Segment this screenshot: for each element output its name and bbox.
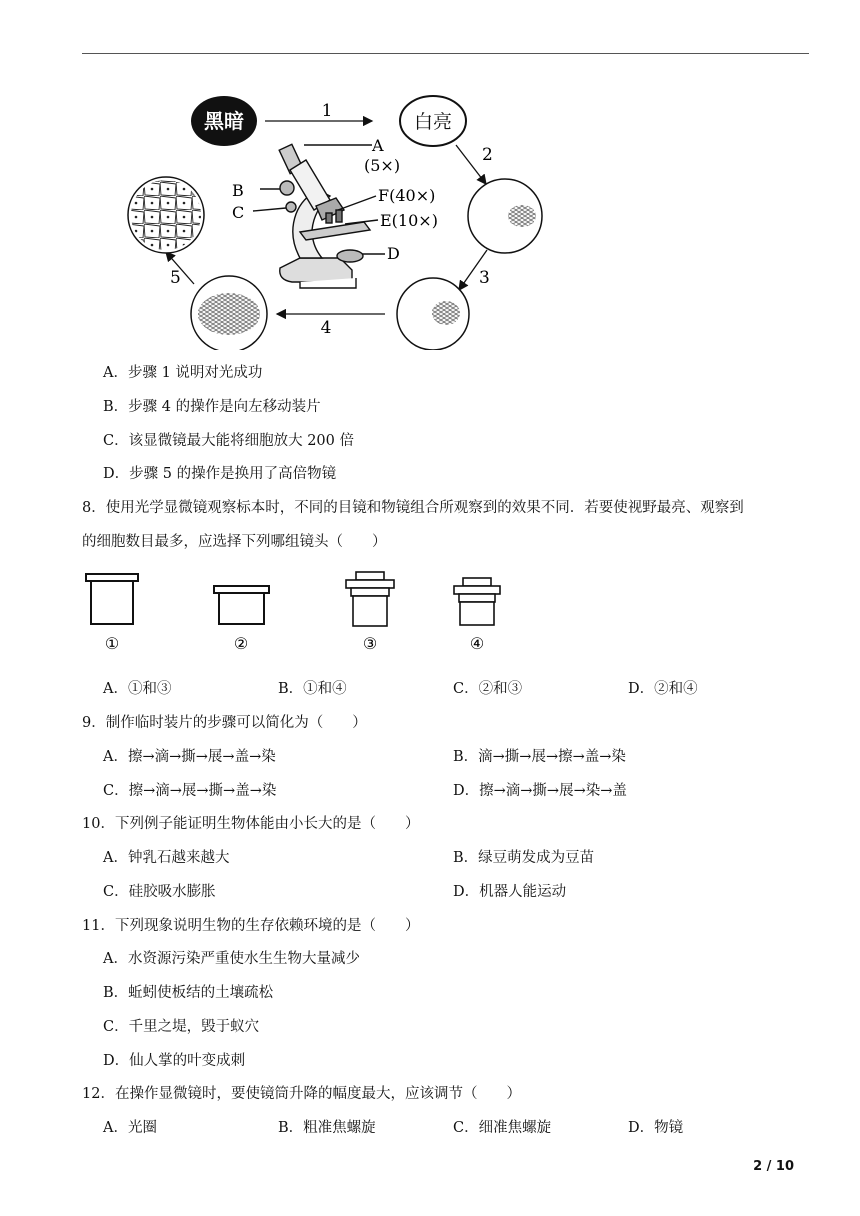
- lens-3-label: ③: [362, 634, 378, 653]
- step-2-label: 2: [482, 145, 493, 165]
- dark-label: 黑暗: [204, 109, 244, 133]
- q12-stem: 12．在操作显微镜时，要使镜筒升降的幅度最大，应该调节（ ）: [82, 1086, 521, 1102]
- q8-option-c: C．②和③: [453, 681, 523, 697]
- q10-option-b: B．绿豆萌发成为豆苗: [453, 850, 595, 866]
- q11-option-c: C．千里之堤，毁于蚁穴: [103, 1019, 260, 1035]
- label-b: B: [232, 181, 244, 200]
- q7-option-d: D．步骤 5 的操作是换用了高倍物镜: [103, 466, 337, 482]
- lens-3-long-objective: [346, 572, 394, 626]
- step-4-label: 4: [320, 318, 332, 338]
- lens-1-long-eyepiece: [86, 574, 138, 624]
- label-f: F(40×): [378, 186, 436, 205]
- lens-2-label: ②: [233, 634, 249, 653]
- lens-1-label: ①: [104, 634, 120, 653]
- lens-figure: [0, 566, 860, 656]
- label-c: C: [232, 203, 245, 222]
- q9-option-c: C．擦→滴→展→撕→盖→染: [103, 783, 277, 799]
- q11-option-b: B．蚯蚓使板结的土壤疏松: [103, 985, 274, 1001]
- lens-2-short-eyepiece: [214, 586, 269, 624]
- label-d: D: [387, 244, 400, 263]
- q8-stem-line-1: 8．使用光学显微镜观察标本时，不同的目镜和物镜组合所观察到的效果不同．若要使视野最亮、观察到: [82, 500, 744, 516]
- microscope-steps-figure: [0, 0, 860, 350]
- q7-option-a: A．步骤 1 说明对光成功: [103, 365, 263, 381]
- bright-label: 白亮: [413, 111, 453, 133]
- q11-option-d: D．仙人掌的叶变成刺: [103, 1053, 246, 1069]
- q8-option-d: D．②和④: [628, 681, 698, 697]
- q10-option-a: A．钟乳石越来越大: [103, 850, 230, 866]
- q12-option-a: A．光圈: [103, 1120, 157, 1136]
- q8-option-a: A．①和③: [103, 681, 172, 697]
- q12-option-d: D．物镜: [628, 1120, 684, 1136]
- q8-option-b: B．①和④: [278, 681, 347, 697]
- q12-option-c: C．细准焦螺旋: [453, 1120, 552, 1136]
- label-a: A: [372, 136, 384, 155]
- step-5-label: 5: [170, 268, 181, 288]
- page-number: 2 / 10: [753, 1159, 794, 1174]
- q9-option-d: D．擦→滴→撕→展→染→盖: [453, 783, 627, 799]
- q11-option-a: A．水资源污染严重使水生生物大量减少: [103, 951, 360, 967]
- q9-option-b: B．滴→撕→展→擦→盖→染: [453, 749, 626, 765]
- q7-option-b: B．步骤 4 的操作是向左移动装片: [103, 399, 321, 415]
- q9-option-a: A．擦→滴→撕→展→盖→染: [103, 749, 276, 765]
- q10-option-c: C．硅胶吸水膨胀: [103, 884, 216, 900]
- lens-4-label: ④: [469, 634, 485, 653]
- q7-option-c: C．该显微镜最大能将细胞放大 200 倍: [103, 433, 354, 449]
- q9-stem: 9．制作临时装片的步骤可以简化为（ ）: [82, 715, 367, 731]
- step-1-label: 1: [321, 101, 333, 121]
- q10-option-d: D．机器人能运动: [453, 884, 567, 900]
- q10-stem: 10．下列例子能证明生物体能由小长大的是（ ）: [82, 816, 420, 832]
- q8-stem-line-2: 的细胞数目最多，应选择下列哪组镜头（ ）: [82, 534, 387, 550]
- lens-4-short-objective: [454, 578, 500, 625]
- label-a-magnification: (5×): [364, 156, 401, 175]
- label-e: E(10×): [380, 211, 438, 230]
- q11-stem: 11．下列现象说明生物的生存依赖环境的是（ ）: [82, 918, 420, 934]
- q12-option-b: B．粗准焦螺旋: [278, 1120, 376, 1136]
- step-3-label: 3: [479, 268, 490, 288]
